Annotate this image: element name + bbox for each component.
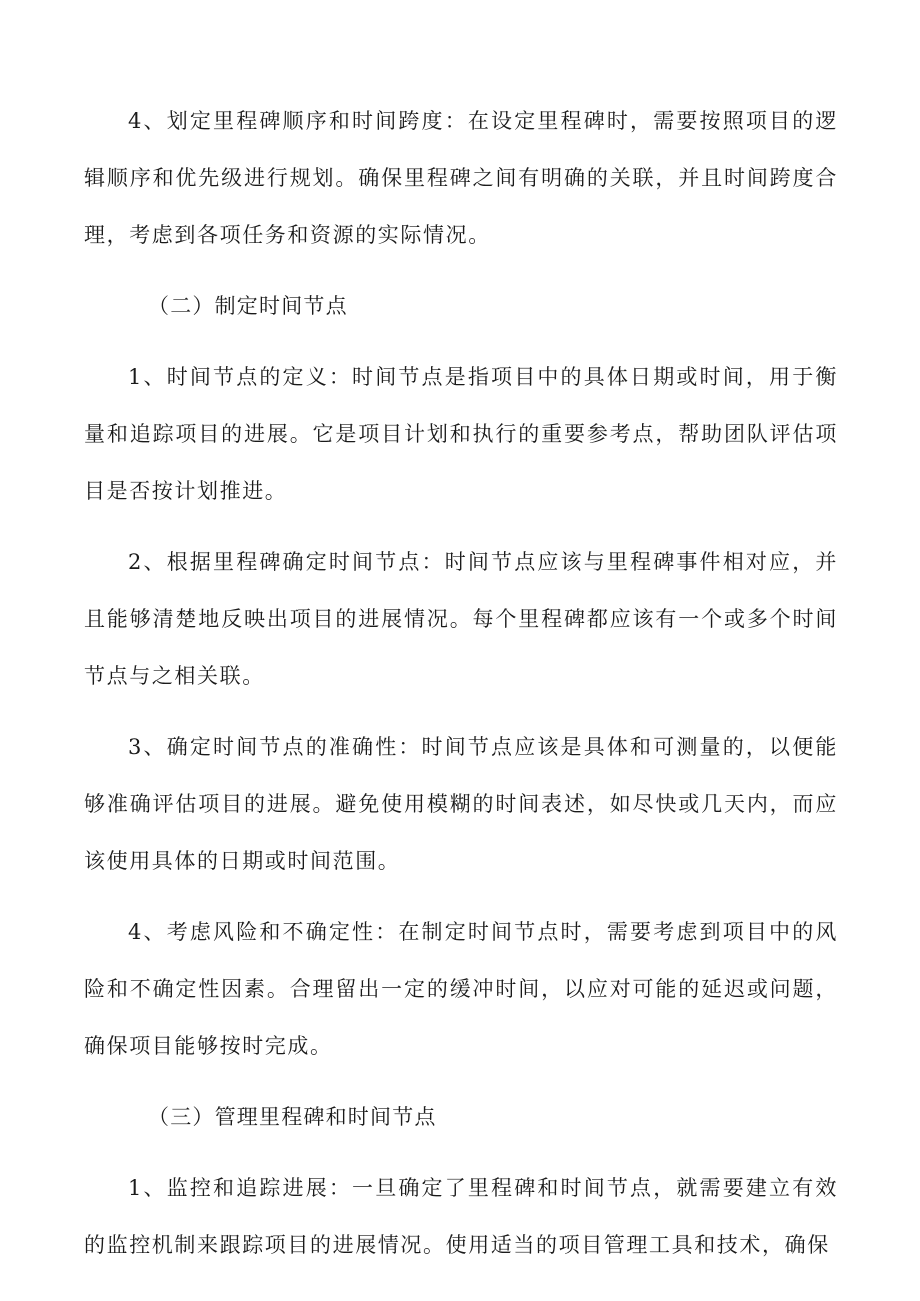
section-heading-manage-milestones: （三）管理里程碑和时间节点 (148, 1105, 437, 1129)
paragraph-monitor-progress: 1、监控和追踪进展：一旦确定了里程碑和时间节点，就需要建立有效的监控机制来跟踪项目的进展情况。使用适当的项目管理工具和技术，确保 (84, 1176, 838, 1257)
paragraph-milestone-order: 4、划定里程碑顺序和时间跨度：在设定里程碑时，需要按照项目的逻辑顺序和优先级进行规划。确保里程碑之间有明确的关联，并且时间跨度合理，考虑到各项任务和资源的实际情况。 (84, 109, 838, 247)
paragraph-time-node-accuracy: 3、确定时间节点的准确性：时间节点应该是具体和可测量的，以便能够准确评估项目的进展。避免使用模糊的时间表述，如尽快或几天内，而应该使用具体的日期或时间范围。 (84, 735, 838, 873)
document-page (84, 93, 838, 1288)
paragraph-risk-uncertainty: 4、考虑风险和不确定性：在制定时间节点时，需要考虑到项目中的风险和不确定性因素。合理留出一定的缓冲时间，以应对可能的延迟或问题，确保项目能够按时完成。 (84, 920, 838, 1058)
paragraph-time-node-definition: 1、时间节点的定义：时间节点是指项目中的具体日期或时间，用于衡量和追踪项目的进展。它是项目计划和执行的重要参考点，帮助团队评估项目是否按计划推进。 (84, 365, 838, 503)
paragraph-time-node-from-milestones: 2、根据里程碑确定时间节点：时间节点应该与里程碑事件相对应，并且能够清楚地反映出项目的进展情况。每个里程碑都应该有一个或多个时间节点与之相关联。 (84, 550, 838, 688)
section-heading-set-time-nodes: （二）制定时间节点 (148, 294, 348, 318)
